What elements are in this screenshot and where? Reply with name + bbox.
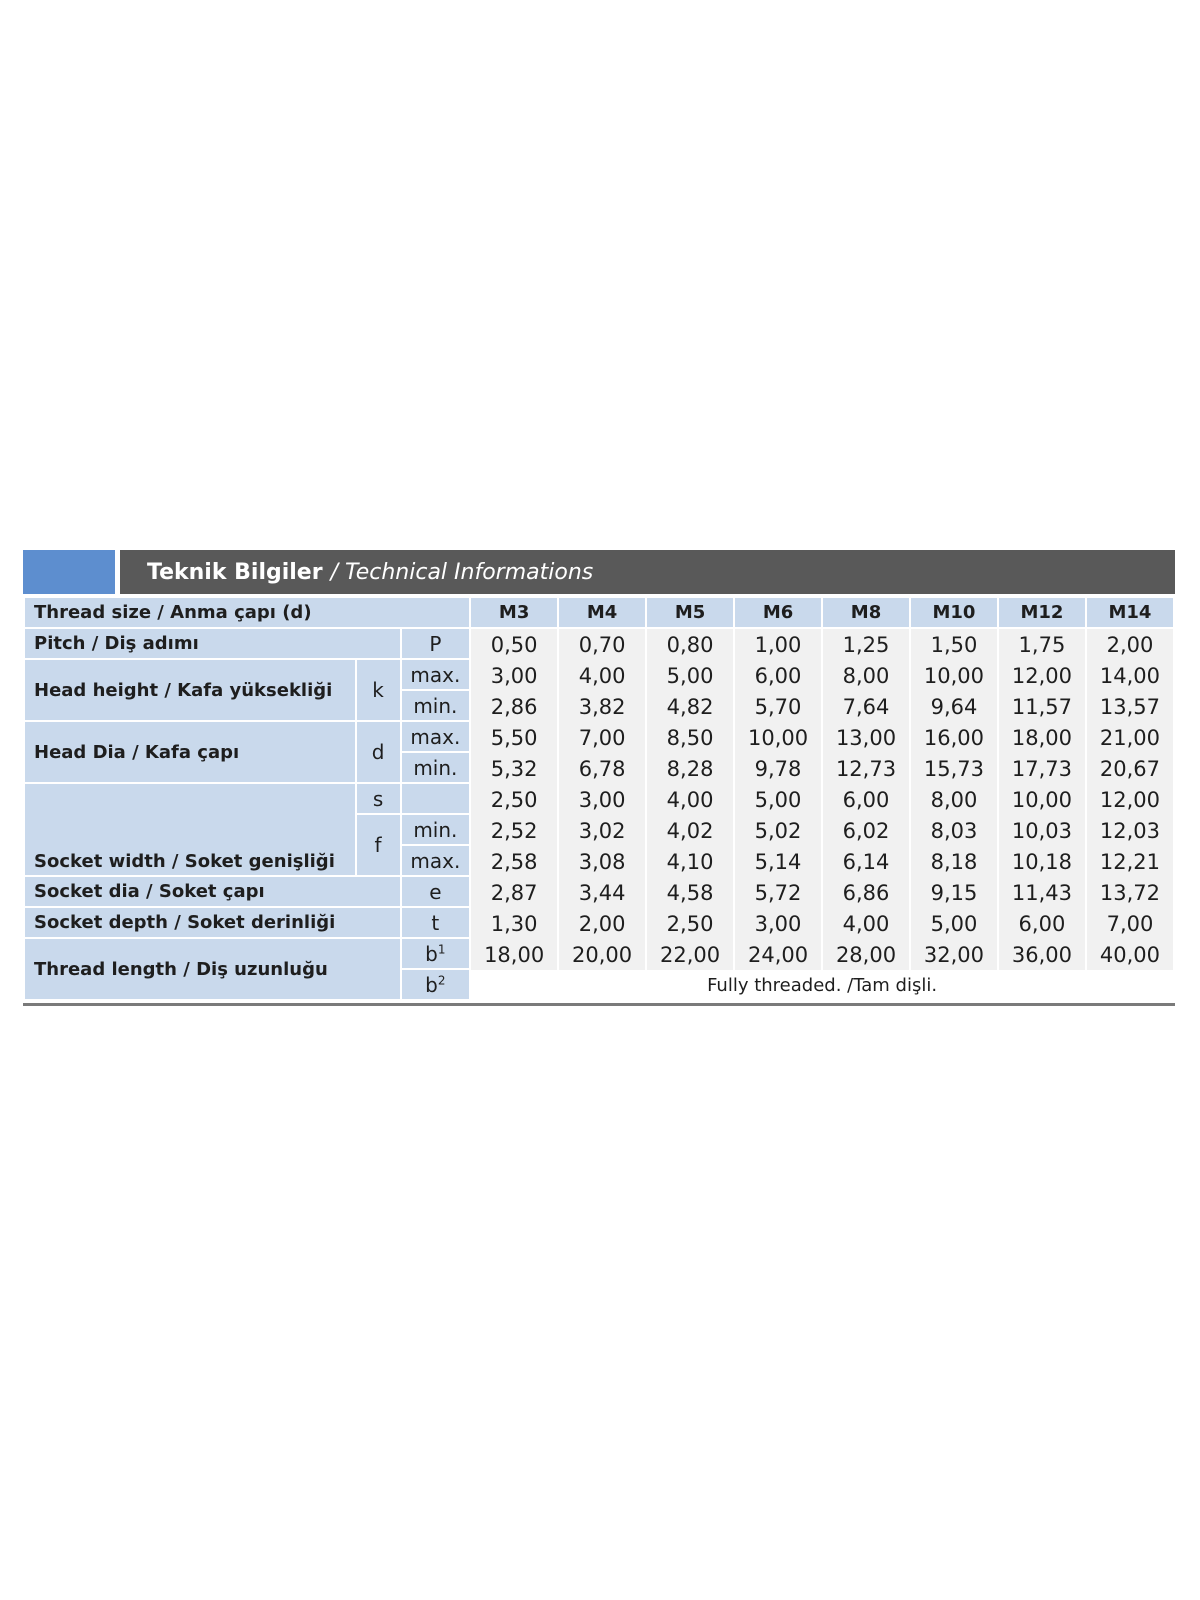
head-dia-max-value: 5,50: [471, 722, 557, 753]
head-dia-max-value: 13,00: [823, 722, 909, 753]
socket-depth-value: 7,00: [1087, 908, 1173, 939]
socket-width-min-value: 8,03: [911, 815, 997, 846]
pitch-symbol: P: [402, 629, 470, 660]
pitch-value: 0,50: [471, 629, 557, 660]
thread-length-b1-value: 32,00: [911, 939, 997, 970]
thread-length-b1-symbol: $b^1$: [402, 939, 470, 970]
socket-width-min-value: 4,02: [647, 815, 733, 846]
head-height-max-value: 5,00: [647, 660, 733, 691]
socket-depth-value: 4,00: [823, 908, 909, 939]
socket-dia-value: 2,87: [471, 877, 557, 908]
socket-width-s-value: 4,00: [647, 784, 733, 815]
pitch-value: 0,70: [559, 629, 645, 660]
head-height-max-value: 14,00: [1087, 660, 1173, 691]
socket-width-s-row: [25, 784, 1173, 815]
head-height-min-value: 2,86: [471, 691, 557, 722]
head-dia-max-value: 16,00: [911, 722, 997, 753]
head-height-max-row: [25, 660, 1173, 691]
fully-threaded-note: Fully threaded. /Tam dişli.: [471, 970, 1173, 1001]
socket-width-max-value: 6,14: [823, 846, 909, 877]
head-height-min-value: 7,64: [823, 691, 909, 722]
thread-length-b2-symbol: $b^2$: [402, 970, 470, 1001]
head-dia-label: Head Dia / Kafa çapı: [25, 722, 355, 784]
socket-dia-value: 4,58: [647, 877, 733, 908]
pitch-value: 2,00: [1087, 629, 1173, 660]
socket-depth-label: Socket depth / Soket derinliği: [25, 908, 400, 939]
socket-width-s-symbol: s: [357, 784, 400, 815]
socket-width-s-value: 12,00: [1087, 784, 1173, 815]
socket-depth-value: 6,00: [999, 908, 1085, 939]
head-dia-max-row: [25, 722, 1173, 753]
technical-info-sheet: [23, 550, 1175, 1006]
socket-width-min-value: 3,02: [559, 815, 645, 846]
head-dia-min-value: 17,73: [999, 753, 1085, 784]
pitch-row: [25, 629, 1173, 660]
head-dia-min-value: 6,78: [559, 753, 645, 784]
socket-depth-value: 2,50: [647, 908, 733, 939]
size-header: M6: [735, 598, 821, 629]
head-dia-max-value: 21,00: [1087, 722, 1173, 753]
pitch-label: Pitch / Diş adımı: [25, 629, 400, 660]
thread-size-row: [25, 598, 1173, 629]
thread-length-b1-value: 24,00: [735, 939, 821, 970]
socket-dia-value: 11,43: [999, 877, 1085, 908]
section-title: [120, 550, 1175, 594]
thread-length-b1-value: 22,00: [647, 939, 733, 970]
head-dia-min-value: 8,28: [647, 753, 733, 784]
socket-depth-value: 2,00: [559, 908, 645, 939]
size-header: M12: [999, 598, 1085, 629]
head-height-min-value: 11,57: [999, 691, 1085, 722]
head-dia-max-value: 8,50: [647, 722, 733, 753]
head-height-max-value: 12,00: [999, 660, 1085, 691]
socket-width-label: Socket width / Soket genişliği: [25, 784, 355, 877]
head-height-max-value: 3,00: [471, 660, 557, 691]
socket-width-s-value: 6,00: [823, 784, 909, 815]
thread-length-b1-value: 40,00: [1087, 939, 1173, 970]
title-accent-block: [23, 550, 115, 594]
socket-depth-value: 5,00: [911, 908, 997, 939]
socket-width-max-value: 10,18: [999, 846, 1085, 877]
socket-width-f-symbol: f: [357, 815, 400, 877]
pitch-value: 1,00: [735, 629, 821, 660]
socket-dia-value: 13,72: [1087, 877, 1173, 908]
socket-width-min-value: 12,03: [1087, 815, 1173, 846]
head-dia-min-value: 9,78: [735, 753, 821, 784]
min-label: min.: [402, 753, 470, 784]
socket-width-max-value: 8,18: [911, 846, 997, 877]
head-height-min-value: 9,64: [911, 691, 997, 722]
head-dia-min-value: 5,32: [471, 753, 557, 784]
pitch-value: 1,75: [999, 629, 1085, 660]
head-height-symbol: k: [357, 660, 400, 722]
title-turkish: Teknik Bilgiler: [147, 559, 323, 585]
pitch-value: 1,50: [911, 629, 997, 660]
head-dia-max-value: 10,00: [735, 722, 821, 753]
socket-width-max-value: 2,58: [471, 846, 557, 877]
max-label: max.: [402, 660, 470, 691]
title-english: / Technical Informations: [330, 559, 594, 585]
pitch-value: 1,25: [823, 629, 909, 660]
size-header: M4: [559, 598, 645, 629]
size-header: M10: [911, 598, 997, 629]
socket-width-s-value: 8,00: [911, 784, 997, 815]
socket-dia-label: Socket dia / Soket çapı: [25, 877, 400, 908]
socket-depth-row: [25, 908, 1173, 939]
size-header: M14: [1087, 598, 1173, 629]
socket-width-min-value: 5,02: [735, 815, 821, 846]
thread-length-b1-value: 28,00: [823, 939, 909, 970]
head-dia-min-value: 12,73: [823, 753, 909, 784]
socket-width-s-value: 10,00: [999, 784, 1085, 815]
socket-dia-value: 3,44: [559, 877, 645, 908]
max-label: max.: [402, 722, 470, 753]
thread-size-label: Thread size / Anma çapı (d): [25, 598, 469, 629]
title-bar: [23, 550, 1175, 594]
socket-width-s-value: 5,00: [735, 784, 821, 815]
socket-width-s-value: 2,50: [471, 784, 557, 815]
socket-dia-symbol: e: [402, 877, 470, 908]
thread-length-b1-row: [25, 939, 1173, 970]
socket-depth-symbol: t: [402, 908, 470, 939]
socket-width-s-value: 3,00: [559, 784, 645, 815]
head-dia-min-value: 15,73: [911, 753, 997, 784]
head-height-min-value: 13,57: [1087, 691, 1173, 722]
socket-width-max-value: 3,08: [559, 846, 645, 877]
socket-dia-value: 9,15: [911, 877, 997, 908]
thread-length-b1-value: 18,00: [471, 939, 557, 970]
socket-width-max-value: 5,14: [735, 846, 821, 877]
max-label: max.: [402, 846, 470, 877]
head-dia-min-value: 20,67: [1087, 753, 1173, 784]
head-height-label: Head height / Kafa yüksekliği: [25, 660, 355, 722]
thread-length-b1-value: 36,00: [999, 939, 1085, 970]
socket-dia-value: 6,86: [823, 877, 909, 908]
head-dia-max-value: 7,00: [559, 722, 645, 753]
head-dia-symbol: d: [357, 722, 400, 784]
min-label: min.: [402, 691, 470, 722]
socket-dia-row: [25, 877, 1173, 908]
socket-width-min-value: 2,52: [471, 815, 557, 846]
thread-length-label: Thread length / Diş uzunluğu: [25, 939, 400, 1001]
head-height-min-value: 5,70: [735, 691, 821, 722]
size-header: M8: [823, 598, 909, 629]
min-label: min.: [402, 815, 470, 846]
thread-length-b1-value: 20,00: [559, 939, 645, 970]
size-header: M3: [471, 598, 557, 629]
socket-width-max-value: 4,10: [647, 846, 733, 877]
bottom-rule: [23, 1003, 1175, 1006]
head-height-max-value: 4,00: [559, 660, 645, 691]
spec-table: [23, 598, 1175, 1001]
socket-width-min-value: 6,02: [823, 815, 909, 846]
socket-dia-value: 5,72: [735, 877, 821, 908]
pitch-value: 0,80: [647, 629, 733, 660]
head-height-max-value: 8,00: [823, 660, 909, 691]
socket-width-min-value: 10,03: [999, 815, 1085, 846]
head-dia-max-value: 18,00: [999, 722, 1085, 753]
size-header: M5: [647, 598, 733, 629]
socket-depth-value: 3,00: [735, 908, 821, 939]
head-height-max-value: 10,00: [911, 660, 997, 691]
head-height-min-value: 4,82: [647, 691, 733, 722]
socket-width-max-value: 12,21: [1087, 846, 1173, 877]
head-height-max-value: 6,00: [735, 660, 821, 691]
head-height-min-value: 3,82: [559, 691, 645, 722]
socket-depth-value: 1,30: [471, 908, 557, 939]
